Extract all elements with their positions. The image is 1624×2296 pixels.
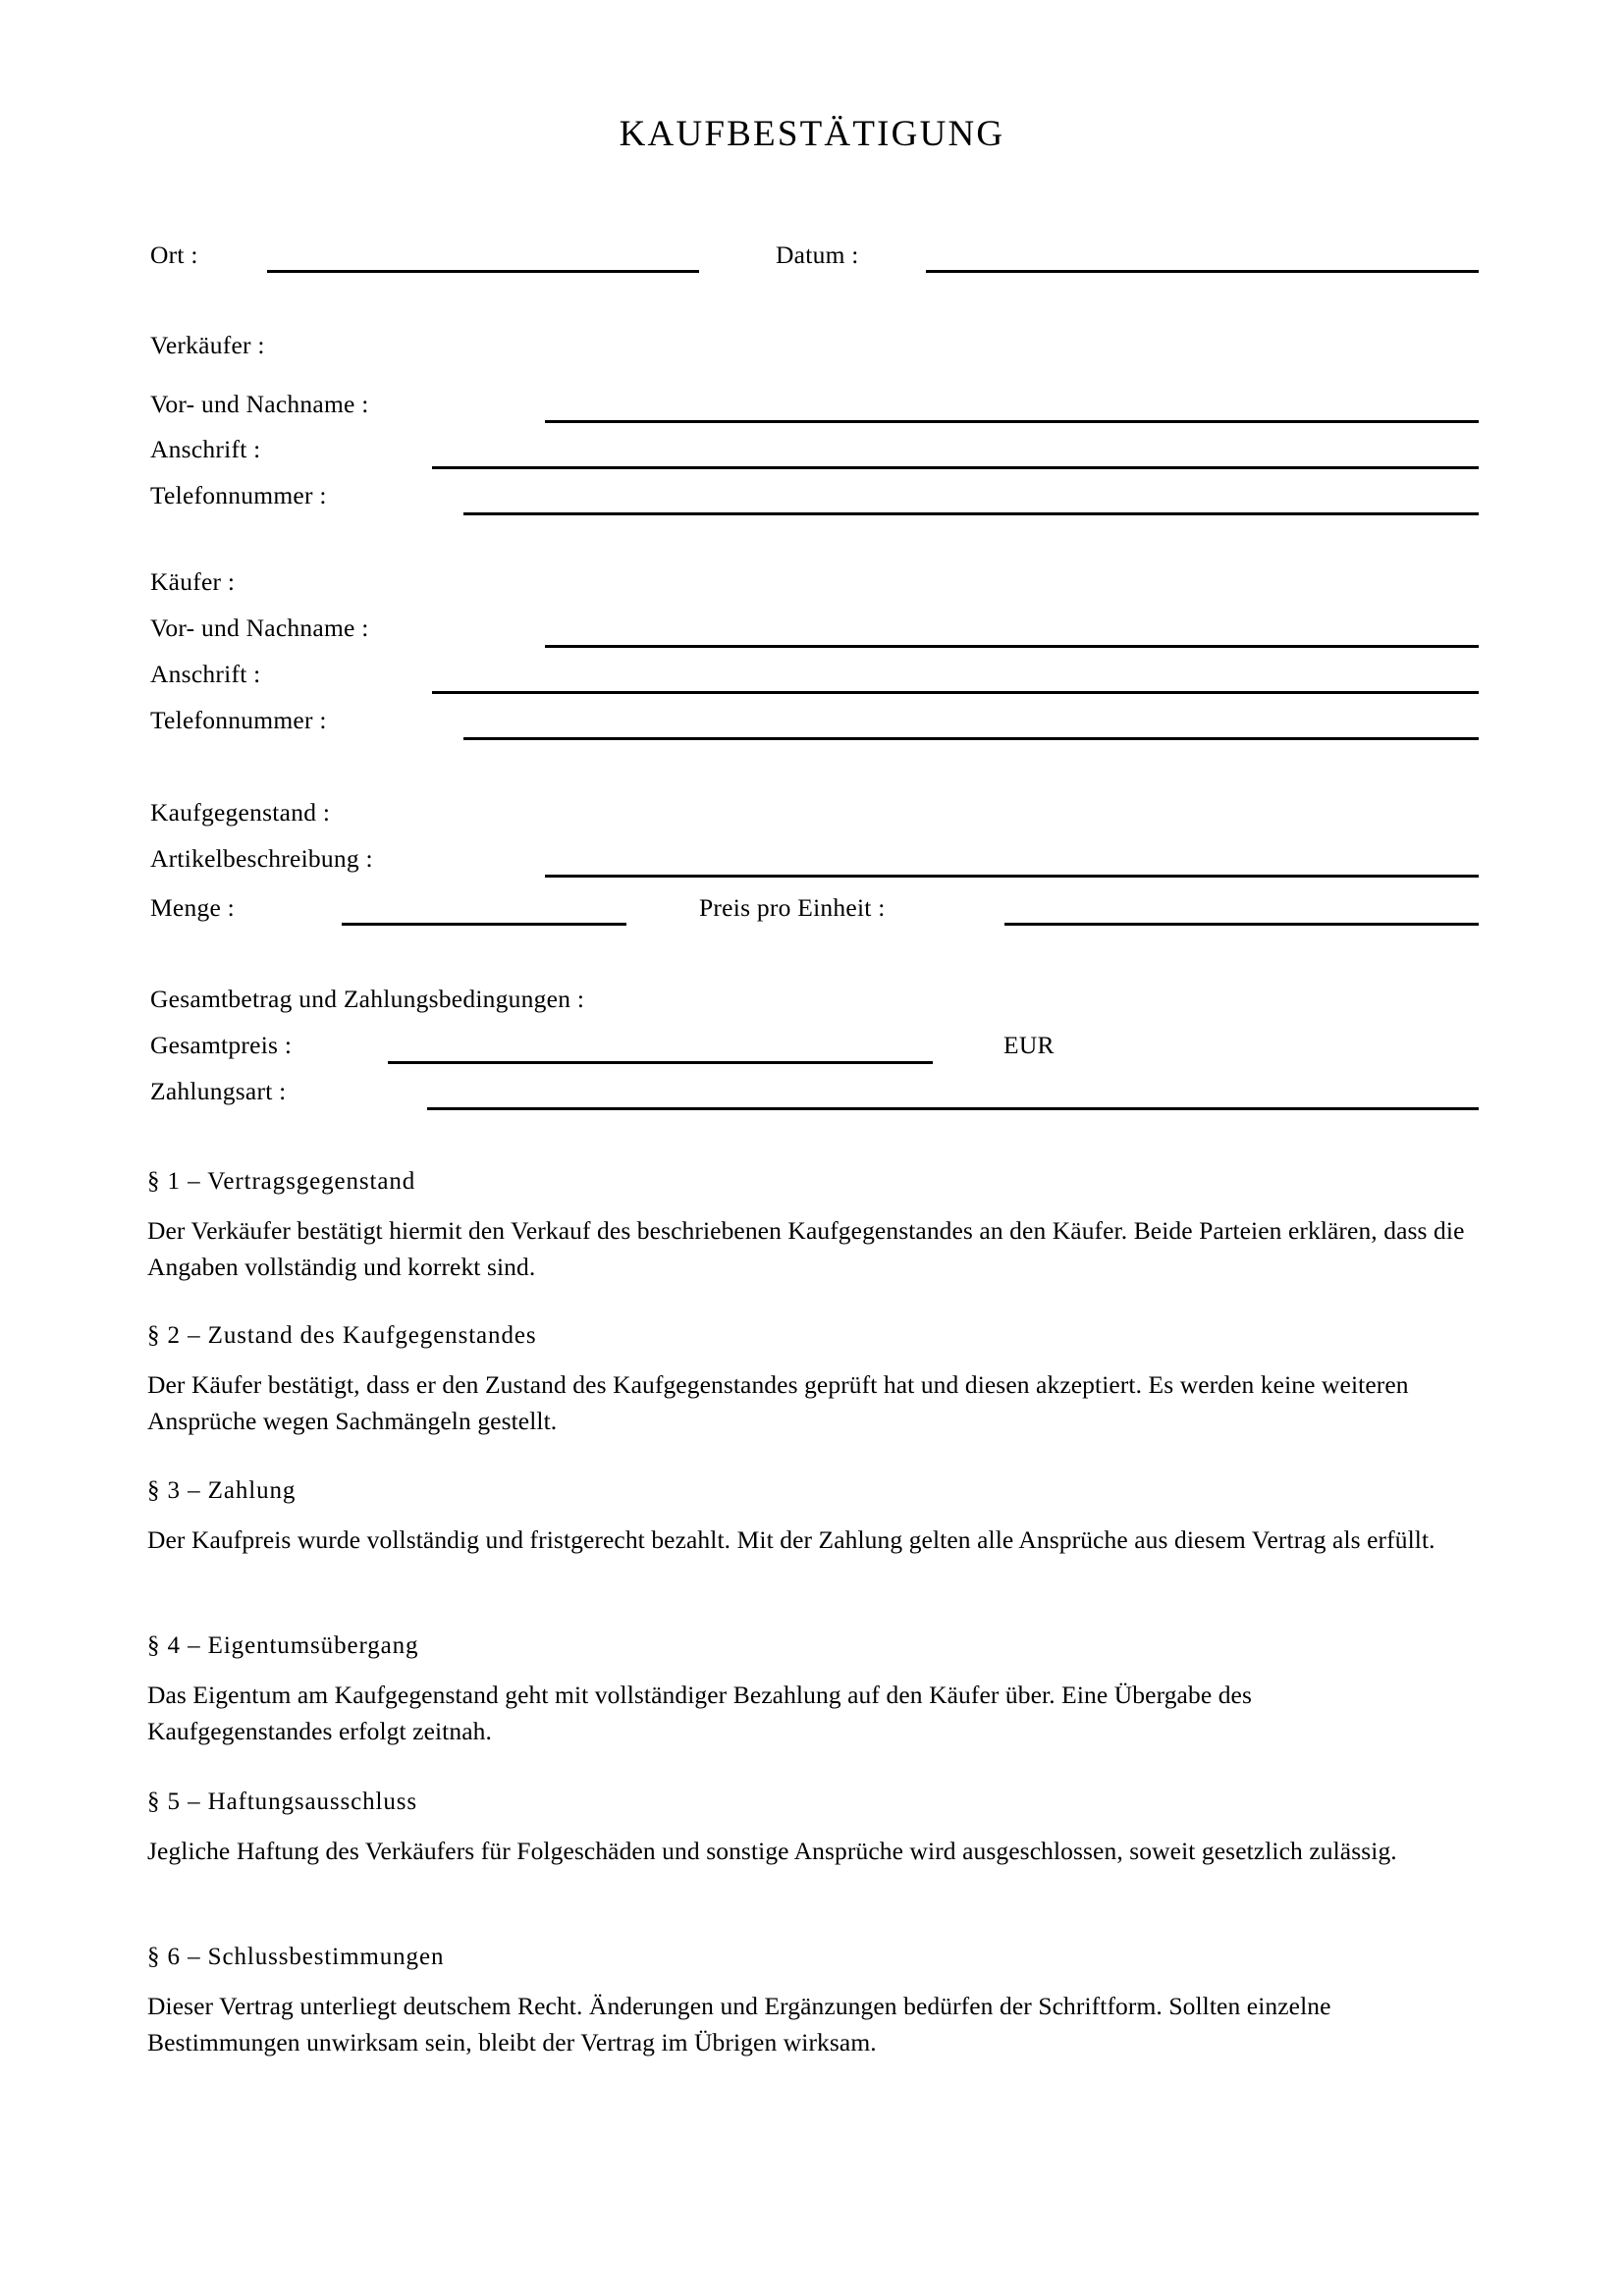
- seller-name-input-line[interactable]: [545, 420, 1479, 423]
- buyer-section-label: Käufer :: [150, 567, 236, 596]
- quantity-input-line[interactable]: [342, 923, 626, 926]
- unit-price-label: Preis pro Einheit :: [699, 893, 886, 922]
- clause-1-body: Der Verkäufer bestätigt hiermit den Verkauf des beschriebenen Kaufgegenstandes an den Käufer. Beide Parteien erklären, dass die Angaben vollständig und korrekt sind.: [147, 1216, 1465, 1282]
- buyer-address-input-line[interactable]: [432, 691, 1479, 694]
- currency-label: EUR: [1003, 1031, 1055, 1059]
- quantity-label: Menge :: [150, 893, 236, 922]
- date-label: Datum :: [776, 240, 859, 269]
- payment-method-input-line[interactable]: [427, 1107, 1479, 1110]
- item-section-label: Kaufgegenstand :: [150, 798, 331, 827]
- clause-3-body: Der Kaufpreis wurde vollständig und fristgerecht bezahlt. Mit der Zahlung gelten alle Ansprüche aus diesem Vertrag als erfüllt.: [147, 1525, 1435, 1554]
- seller-name-label: Vor- und Nachname :: [150, 390, 369, 418]
- page-title: KAUFBESTÄTIGUNG: [619, 114, 1005, 154]
- clause-4-heading: § 4 – Eigentumsübergang: [147, 1632, 419, 1659]
- total-price-input-line[interactable]: [388, 1061, 933, 1064]
- buyer-address-label: Anschrift :: [150, 660, 261, 688]
- seller-address-input-line[interactable]: [432, 466, 1479, 469]
- clause-4-body: Das Eigentum am Kaufgegenstand geht mit vollständiger Bezahlung auf den Käufer über. Eine Übergabe des Kaufgegenstandes erfolgt zeitnah.: [147, 1681, 1253, 1746]
- date-input-line[interactable]: [926, 270, 1479, 273]
- seller-phone-input-line[interactable]: [463, 512, 1479, 515]
- buyer-name-input-line[interactable]: [545, 645, 1479, 648]
- item-description-input-line[interactable]: [545, 875, 1479, 878]
- total-price-label: Gesamtpreis :: [150, 1031, 293, 1059]
- buyer-phone-label: Telefonnummer :: [150, 706, 327, 734]
- seller-address-label: Anschrift :: [150, 435, 261, 463]
- buyer-phone-input-line[interactable]: [463, 737, 1479, 740]
- clause-6-body: Dieser Vertrag unterliegt deutschem Recht. Änderungen und Ergänzungen bedürfen der Schriftform. Sollten einzelne Bestimmungen unwirksam sein, bleibt der Vertrag im Übrigen wirksam.: [147, 1992, 1331, 2057]
- seller-section-label: Verkäufer :: [150, 331, 265, 359]
- clause-3-heading: § 3 – Zahlung: [147, 1477, 297, 1504]
- payment-method-label: Zahlungsart :: [150, 1077, 287, 1105]
- place-label: Ort :: [150, 240, 198, 269]
- clause-6-heading: § 6 – Schlussbestimmungen: [147, 1944, 445, 1970]
- item-description-label: Artikelbeschreibung :: [150, 844, 373, 873]
- clause-1-heading: § 1 – Vertragsgegenstand: [147, 1168, 416, 1195]
- seller-phone-label: Telefonnummer :: [150, 481, 327, 509]
- unit-price-input-line[interactable]: [1004, 923, 1479, 926]
- payment-section-label: Gesamtbetrag und Zahlungsbedingungen :: [150, 985, 585, 1013]
- clause-2-heading: § 2 – Zustand des Kaufgegenstandes: [147, 1322, 537, 1349]
- place-input-line[interactable]: [267, 270, 699, 273]
- buyer-name-label: Vor- und Nachname :: [150, 614, 369, 642]
- clause-2-body: Der Käufer bestätigt, dass er den Zustand des Kaufgegenstandes geprüft hat und diesen akzeptiert. Es werden keine weiteren Ansprüche wegen Sachmängeln gestellt.: [147, 1370, 1409, 1436]
- clause-5-heading: § 5 – Haftungsausschluss: [147, 1789, 418, 1815]
- clause-5-body: Jegliche Haftung des Verkäufers für Folgeschäden und sonstige Ansprüche wird ausgeschlossen, soweit gesetzlich zulässig.: [147, 1837, 1397, 1865]
